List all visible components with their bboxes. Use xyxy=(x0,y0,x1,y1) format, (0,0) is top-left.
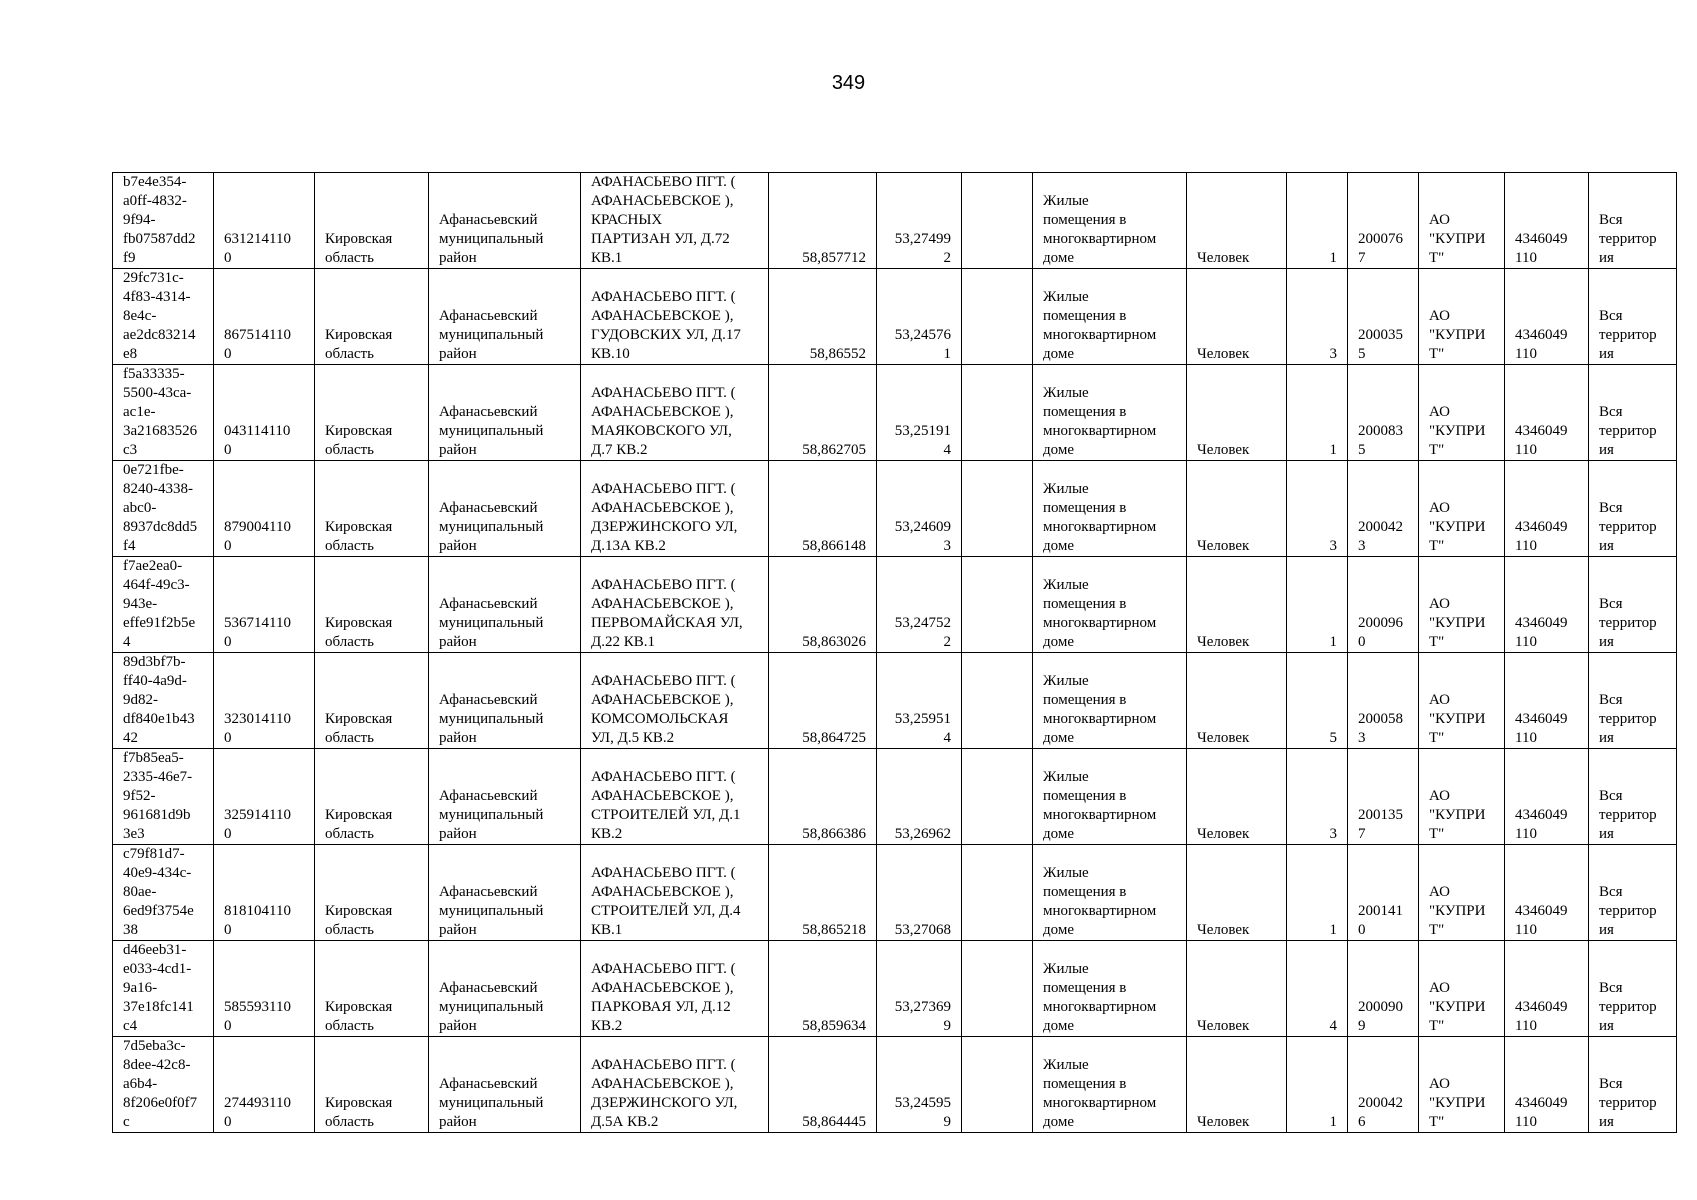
cell-organization: АО "КУПРИ Т" xyxy=(1419,941,1505,1037)
cell-code: 631214110 0 xyxy=(214,173,315,269)
cell-quantity: 1 xyxy=(1287,557,1348,653)
cell-quantity: 3 xyxy=(1287,461,1348,557)
cell-empty xyxy=(962,941,1033,1037)
table-row xyxy=(113,461,1677,557)
cell-district: Афанасьевский муниципальный район xyxy=(429,461,581,557)
cell-code: 585593110 0 xyxy=(214,941,315,1037)
page-number: 349 xyxy=(831,72,866,94)
cell-code: 818104110 0 xyxy=(214,845,315,941)
cell-empty xyxy=(962,557,1033,653)
table-row xyxy=(113,365,1677,461)
cell-latitude: 58,862705 xyxy=(769,365,877,461)
cell-unit: Человек xyxy=(1187,173,1287,269)
cell-longitude: 53,27369 9 xyxy=(877,941,962,1037)
cell-empty xyxy=(962,653,1033,749)
cell-quantity: 3 xyxy=(1287,749,1348,845)
cell-latitude: 58,859634 xyxy=(769,941,877,1037)
cell-id: f7ae2ea0- 464f-49c3- 943e- effe91f2b5e 4 xyxy=(113,557,214,653)
cell-latitude: 58,866386 xyxy=(769,749,877,845)
cell-latitude: 58,864725 xyxy=(769,653,877,749)
cell-organization: АО "КУПРИ Т" xyxy=(1419,269,1505,365)
cell-empty xyxy=(962,461,1033,557)
cell-organization: АО "КУПРИ Т" xyxy=(1419,1037,1505,1133)
cell-number: 200135 7 xyxy=(1348,749,1419,845)
cell-address: АФАНАСЬЕВО ПГТ. ( АФАНАСЬЕВСКОЕ ), СТРОИТЕЛЕЙ УЛ, Д.4 КВ.1 xyxy=(581,845,769,941)
cell-latitude: 58,865218 xyxy=(769,845,877,941)
cell-number: 200096 0 xyxy=(1348,557,1419,653)
cell-region: Кировская область xyxy=(315,365,429,461)
cell-address: АФАНАСЬЕВО ПГТ. ( АФАНАСЬЕВСКОЕ ), ПЕРВОМАЙСКАЯ УЛ, Д.22 КВ.1 xyxy=(581,557,769,653)
table-row xyxy=(113,557,1677,653)
cell-number: 200076 7 xyxy=(1348,173,1419,269)
cell-id: 89d3bf7b- ff40-4a9d- 9d82- df840e1b43 42 xyxy=(113,653,214,749)
cell-quantity: 1 xyxy=(1287,845,1348,941)
cell-premises-type: Жилые помещения в многоквартирном доме xyxy=(1033,1037,1187,1133)
cell-district: Афанасьевский муниципальный район xyxy=(429,1037,581,1133)
cell-address: АФАНАСЬЕВО ПГТ. ( АФАНАСЬЕВСКОЕ ), ГУДОВСКИХ УЛ, Д.17 КВ.10 xyxy=(581,269,769,365)
cell-region: Кировская область xyxy=(315,557,429,653)
table-row xyxy=(113,845,1677,941)
cell-longitude: 53,25951 4 xyxy=(877,653,962,749)
cell-longitude: 53,24752 2 xyxy=(877,557,962,653)
cell-id: b7e4e354- a0ff-4832- 9f94- fb07587dd2 f9 xyxy=(113,173,214,269)
cell-organization: АО "КУПРИ Т" xyxy=(1419,461,1505,557)
cell-empty xyxy=(962,749,1033,845)
cell-region: Кировская область xyxy=(315,845,429,941)
cell-code: 323014110 0 xyxy=(214,653,315,749)
cell-region: Кировская область xyxy=(315,173,429,269)
cell-territory: Вся территор ия xyxy=(1589,1037,1677,1133)
cell-quantity: 1 xyxy=(1287,365,1348,461)
cell-territory: Вся территор ия xyxy=(1589,749,1677,845)
cell-organization: АО "КУПРИ Т" xyxy=(1419,845,1505,941)
cell-district: Афанасьевский муниципальный район xyxy=(429,941,581,1037)
cell-district: Афанасьевский муниципальный район xyxy=(429,653,581,749)
cell-address: АФАНАСЬЕВО ПГТ. ( АФАНАСЬЕВСКОЕ ), ПАРКОВАЯ УЛ, Д.12 КВ.2 xyxy=(581,941,769,1037)
cell-territory: Вся территор ия xyxy=(1589,365,1677,461)
cell-longitude: 53,27499 2 xyxy=(877,173,962,269)
cell-unit: Человек xyxy=(1187,461,1287,557)
cell-code: 325914110 0 xyxy=(214,749,315,845)
cell-territory: Вся территор ия xyxy=(1589,557,1677,653)
cell-unit: Человек xyxy=(1187,941,1287,1037)
cell-latitude: 58,863026 xyxy=(769,557,877,653)
cell-unit: Человек xyxy=(1187,653,1287,749)
cell-empty xyxy=(962,173,1033,269)
cell-code: 867514110 0 xyxy=(214,269,315,365)
cell-id: f7b85ea5- 2335-46e7- 9f52- 961681d9b 3e3 xyxy=(113,749,214,845)
cell-premises-type: Жилые помещения в многоквартирном доме xyxy=(1033,941,1187,1037)
cell-inn: 4346049 110 xyxy=(1505,653,1589,749)
cell-latitude: 58,857712 xyxy=(769,173,877,269)
cell-premises-type: Жилые помещения в многоквартирном доме xyxy=(1033,845,1187,941)
cell-inn: 4346049 110 xyxy=(1505,365,1589,461)
cell-longitude: 53,24609 3 xyxy=(877,461,962,557)
cell-quantity: 1 xyxy=(1287,1037,1348,1133)
cell-territory: Вся территор ия xyxy=(1589,845,1677,941)
cell-premises-type: Жилые помещения в многоквартирном доме xyxy=(1033,173,1187,269)
cell-inn: 4346049 110 xyxy=(1505,173,1589,269)
cell-premises-type: Жилые помещения в многоквартирном доме xyxy=(1033,749,1187,845)
cell-region: Кировская область xyxy=(315,269,429,365)
cell-region: Кировская область xyxy=(315,749,429,845)
cell-inn: 4346049 110 xyxy=(1505,845,1589,941)
cell-organization: АО "КУПРИ Т" xyxy=(1419,173,1505,269)
table-row xyxy=(113,1037,1677,1133)
cell-latitude: 58,866148 xyxy=(769,461,877,557)
cell-inn: 4346049 110 xyxy=(1505,461,1589,557)
cell-district: Афанасьевский муниципальный район xyxy=(429,845,581,941)
cell-region: Кировская область xyxy=(315,1037,429,1133)
cell-inn: 4346049 110 xyxy=(1505,557,1589,653)
cell-id: f5a33335- 5500-43ca- ac1e- 3a21683526 c3 xyxy=(113,365,214,461)
cell-address: АФАНАСЬЕВО ПГТ. ( АФАНАСЬЕВСКОЕ ), КРАСНЫХ ПАРТИЗАН УЛ, Д.72 КВ.1 xyxy=(581,173,769,269)
cell-premises-type: Жилые помещения в многоквартирном доме xyxy=(1033,653,1187,749)
cell-territory: Вся территор ия xyxy=(1589,653,1677,749)
cell-region: Кировская область xyxy=(315,461,429,557)
cell-code: 274493110 0 xyxy=(214,1037,315,1133)
cell-latitude: 58,86552 xyxy=(769,269,877,365)
cell-id: 0e721fbe- 8240-4338- abc0- 8937dc8dd5 f4 xyxy=(113,461,214,557)
cell-organization: АО "КУПРИ Т" xyxy=(1419,557,1505,653)
table-row xyxy=(113,269,1677,365)
cell-region: Кировская область xyxy=(315,941,429,1037)
cell-quantity: 5 xyxy=(1287,653,1348,749)
registry-table xyxy=(112,172,1677,1133)
cell-quantity: 3 xyxy=(1287,269,1348,365)
cell-organization: АО "КУПРИ Т" xyxy=(1419,653,1505,749)
cell-longitude: 53,24576 1 xyxy=(877,269,962,365)
cell-territory: Вся территор ия xyxy=(1589,269,1677,365)
cell-quantity: 4 xyxy=(1287,941,1348,1037)
cell-quantity: 1 xyxy=(1287,173,1348,269)
cell-inn: 4346049 110 xyxy=(1505,941,1589,1037)
cell-number: 200042 6 xyxy=(1348,1037,1419,1133)
cell-district: Афанасьевский муниципальный район xyxy=(429,365,581,461)
cell-inn: 4346049 110 xyxy=(1505,749,1589,845)
table-row xyxy=(113,653,1677,749)
cell-unit: Человек xyxy=(1187,845,1287,941)
cell-code: 879004110 0 xyxy=(214,461,315,557)
cell-number: 200090 9 xyxy=(1348,941,1419,1037)
cell-unit: Человек xyxy=(1187,749,1287,845)
cell-premises-type: Жилые помещения в многоквартирном доме xyxy=(1033,557,1187,653)
cell-inn: 4346049 110 xyxy=(1505,1037,1589,1133)
cell-number: 200083 5 xyxy=(1348,365,1419,461)
table-row xyxy=(113,173,1677,269)
cell-premises-type: Жилые помещения в многоквартирном доме xyxy=(1033,365,1187,461)
cell-territory: Вся территор ия xyxy=(1589,461,1677,557)
cell-address: АФАНАСЬЕВО ПГТ. ( АФАНАСЬЕВСКОЕ ), СТРОИТЕЛЕЙ УЛ, Д.1 КВ.2 xyxy=(581,749,769,845)
cell-district: Афанасьевский муниципальный район xyxy=(429,557,581,653)
cell-region: Кировская область xyxy=(315,653,429,749)
cell-longitude: 53,25191 4 xyxy=(877,365,962,461)
cell-number: 200141 0 xyxy=(1348,845,1419,941)
cell-number: 200058 3 xyxy=(1348,653,1419,749)
cell-longitude: 53,24595 9 xyxy=(877,1037,962,1133)
cell-premises-type: Жилые помещения в многоквартирном доме xyxy=(1033,269,1187,365)
cell-unit: Человек xyxy=(1187,557,1287,653)
cell-inn: 4346049 110 xyxy=(1505,269,1589,365)
cell-address: АФАНАСЬЕВО ПГТ. ( АФАНАСЬЕВСКОЕ ), ДЗЕРЖИНСКОГО УЛ, Д.13А КВ.2 xyxy=(581,461,769,557)
cell-id: d46eeb31- e033-4cd1- 9a16- 37e18fc141 c4 xyxy=(113,941,214,1037)
cell-id: c79f81d7- 40e9-434c- 80ae- 6ed9f3754e 38 xyxy=(113,845,214,941)
cell-address: АФАНАСЬЕВО ПГТ. ( АФАНАСЬЕВСКОЕ ), МАЯКОВСКОГО УЛ, Д.7 КВ.2 xyxy=(581,365,769,461)
cell-territory: Вся территор ия xyxy=(1589,173,1677,269)
cell-longitude: 53,27068 xyxy=(877,845,962,941)
cell-number: 200035 5 xyxy=(1348,269,1419,365)
cell-district: Афанасьевский муниципальный район xyxy=(429,269,581,365)
cell-unit: Человек xyxy=(1187,365,1287,461)
table-row xyxy=(113,749,1677,845)
cell-unit: Человек xyxy=(1187,269,1287,365)
cell-premises-type: Жилые помещения в многоквартирном доме xyxy=(1033,461,1187,557)
cell-code: 536714110 0 xyxy=(214,557,315,653)
cell-district: Афанасьевский муниципальный район xyxy=(429,749,581,845)
cell-id: 29fc731c- 4f83-4314- 8e4c- ae2dc83214 e8 xyxy=(113,269,214,365)
cell-organization: АО "КУПРИ Т" xyxy=(1419,365,1505,461)
cell-empty xyxy=(962,1037,1033,1133)
cell-unit: Человек xyxy=(1187,1037,1287,1133)
cell-number: 200042 3 xyxy=(1348,461,1419,557)
cell-address: АФАНАСЬЕВО ПГТ. ( АФАНАСЬЕВСКОЕ ), ДЗЕРЖИНСКОГО УЛ, Д.5А КВ.2 xyxy=(581,1037,769,1133)
cell-id: 7d5eba3c- 8dee-42c8- a6b4- 8f206e0f0f7 c xyxy=(113,1037,214,1133)
cell-empty xyxy=(962,845,1033,941)
cell-code: 043114110 0 xyxy=(214,365,315,461)
cell-empty xyxy=(962,269,1033,365)
cell-latitude: 58,864445 xyxy=(769,1037,877,1133)
cell-address: АФАНАСЬЕВО ПГТ. ( АФАНАСЬЕВСКОЕ ), КОМСОМОЛЬСКАЯ УЛ, Д.5 КВ.2 xyxy=(581,653,769,749)
cell-organization: АО "КУПРИ Т" xyxy=(1419,749,1505,845)
cell-longitude: 53,26962 xyxy=(877,749,962,845)
cell-territory: Вся территор ия xyxy=(1589,941,1677,1037)
cell-district: Афанасьевский муниципальный район xyxy=(429,173,581,269)
table-row xyxy=(113,941,1677,1037)
cell-empty xyxy=(962,365,1033,461)
